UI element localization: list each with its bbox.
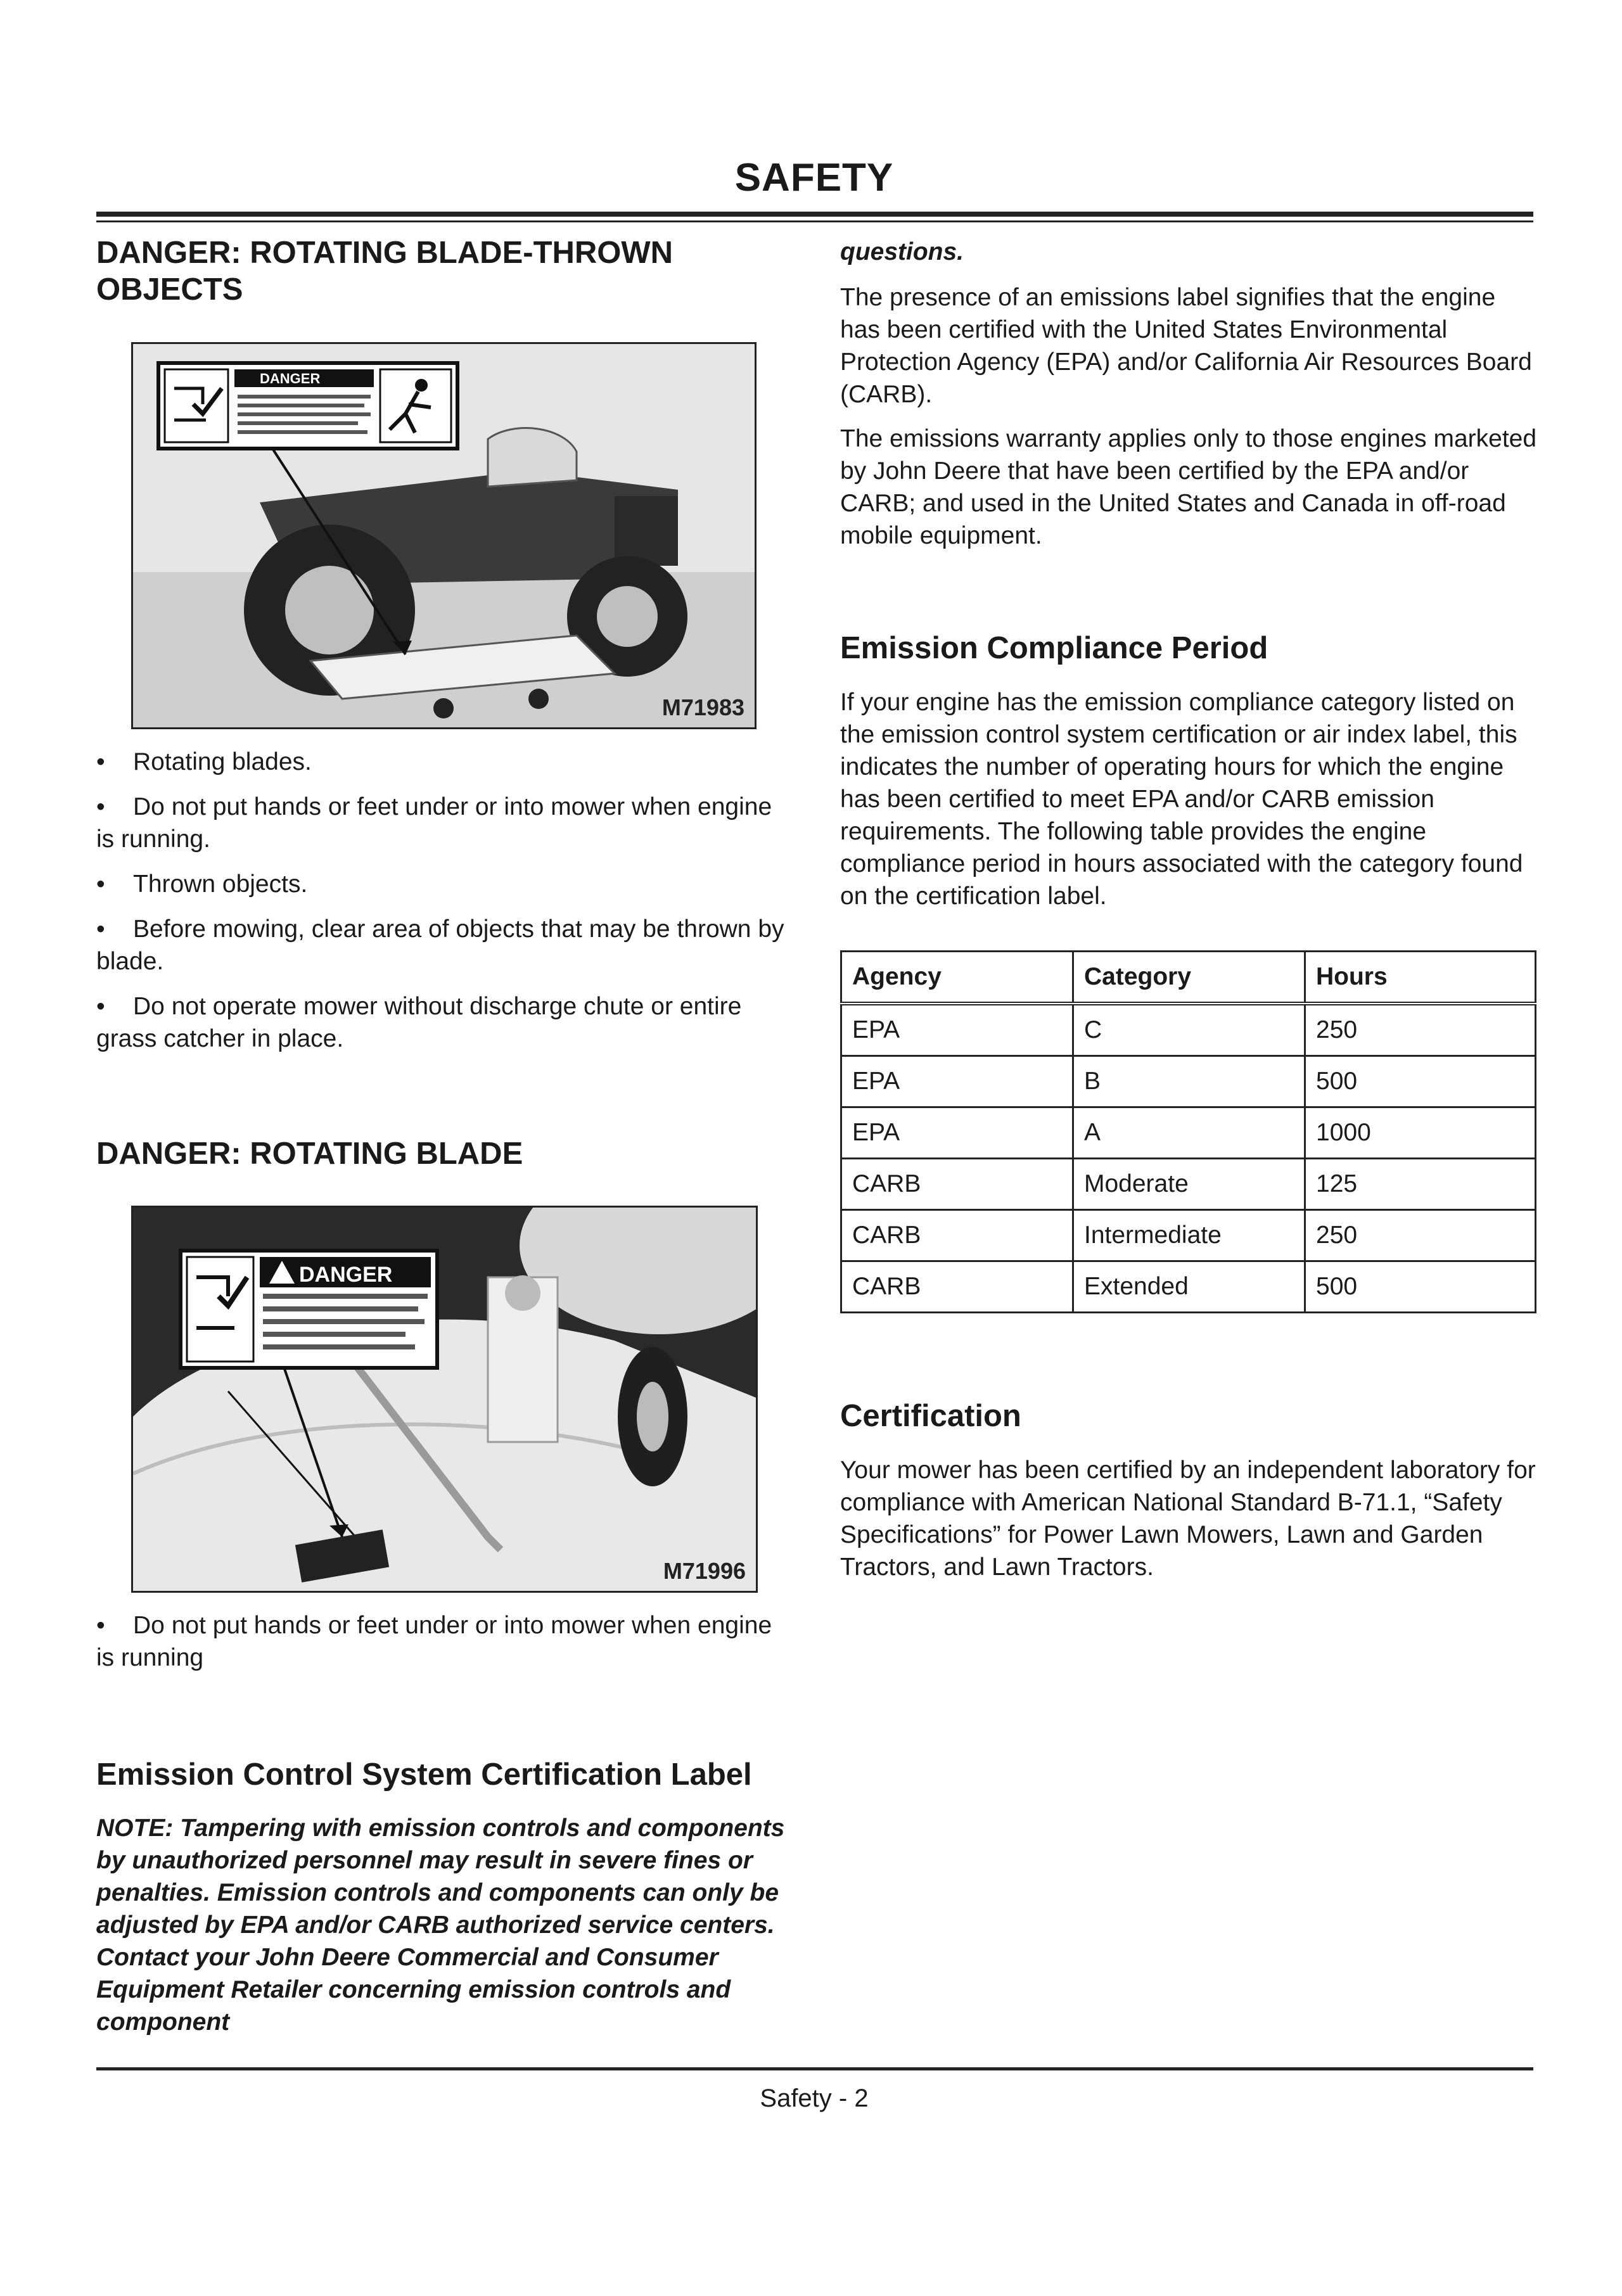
emissions-warranty-paragraph: The emissions warranty applies only to those engines marketed by John Deere that have been certified by the EPA and/or CARB; and used in the United States and Canada in off-road mobile equipment. <box>840 425 1537 549</box>
section-heading-certification: Certification <box>840 1399 1021 1433</box>
compliance-table <box>840 950 1536 1313</box>
cell-hours: 250 <box>1305 1210 1536 1261</box>
table-row <box>841 1056 1536 1107</box>
figure-deck-danger-label <box>131 1206 758 1593</box>
cell-agency: CARB <box>841 1210 1073 1261</box>
cell-category: Extended <box>1073 1261 1305 1313</box>
page-number: Safety - 2 <box>760 2084 869 2112</box>
table-row <box>841 1210 1536 1261</box>
tractor-illustration <box>133 344 755 727</box>
cell-category: Moderate <box>1073 1159 1305 1210</box>
figure-id-m71996: M71996 <box>663 1558 746 1584</box>
emission-tampering-note: NOTE: Tampering with emission controls and components by unauthorized personnel may result in severe fines or penalties. Emission controls and components can only be adjusted by EPA and/or CARB authorized service centers. Contact your John Deere Commercial and Consumer Equipment Retailer concerning emission controls and component <box>96 1814 785 2036</box>
table-header-row <box>841 952 1536 1004</box>
svg-text:DANGER: DANGER <box>260 371 321 386</box>
rotating-blade-bullet-list <box>96 1609 793 1674</box>
table-row <box>841 1261 1536 1313</box>
table-row <box>841 1107 1536 1159</box>
page-title: SAFETY <box>734 156 894 200</box>
section-heading-compliance-period: Emission Compliance Period <box>840 631 1268 665</box>
section-heading-thrown-objects: DANGER: ROTATING BLADE-THROWN OBJECTS <box>96 236 674 307</box>
footer-rule <box>96 2067 1533 2070</box>
list-item: • Do not operate mower without discharge chute or entire grass catcher in place. <box>96 993 742 1052</box>
thrown-objects-bullet-list <box>96 746 793 1055</box>
list-item: • Do not put hands or feet under or into mower when engine is running. <box>96 793 772 853</box>
cell-category: B <box>1073 1056 1305 1107</box>
list-item: • Before mowing, clear area of objects that may be thrown by blade. <box>96 915 784 975</box>
cell-agency: CARB <box>841 1159 1073 1210</box>
cell-hours: 1000 <box>1305 1107 1536 1159</box>
header-rule-thick <box>96 212 1533 217</box>
cell-hours: 125 <box>1305 1159 1536 1210</box>
cell-hours: 500 <box>1305 1261 1536 1313</box>
list-item: • Do not put hands or feet under or into mower when engine is running <box>96 1612 772 1671</box>
list-item: • Rotating blades. <box>96 748 312 775</box>
cell-category: A <box>1073 1107 1305 1159</box>
column-header-category: Category <box>1073 952 1305 1004</box>
cell-agency: CARB <box>841 1261 1073 1313</box>
column-header-agency: Agency <box>841 952 1073 1004</box>
cell-agency: EPA <box>841 1004 1073 1056</box>
section-heading-emission-label: Emission Control System Certification Label <box>96 1757 752 1792</box>
compliance-period-paragraph: If your engine has the emission compliance category listed on the emission control system certification or air index label, this indicates the number of operating hours for which the engine has been certified to meet EPA and/or CARB emission requirements. The following table provides the engine compliance period in hours associated with the category found on the certification label. <box>840 689 1523 910</box>
list-item: • Thrown objects. <box>96 871 308 898</box>
cell-agency: EPA <box>841 1056 1073 1107</box>
column-header-hours: Hours <box>1305 952 1536 1004</box>
section-heading-rotating-blade: DANGER: ROTATING BLADE <box>96 1137 523 1171</box>
table-row <box>841 1004 1536 1056</box>
cell-agency: EPA <box>841 1107 1073 1159</box>
header-rule-thin <box>96 220 1533 222</box>
cell-category: Intermediate <box>1073 1210 1305 1261</box>
certification-paragraph: Your mower has been certified by an independent laboratory for compliance with American National Standard B-71.1, “Safety Specifications” for Power Lawn Mowers, Lawn and Garden Tractors, and Lawn Tractors. <box>840 1457 1536 1581</box>
mower-deck-illustration <box>133 1208 756 1591</box>
cell-hours: 500 <box>1305 1056 1536 1107</box>
cell-category: C <box>1073 1004 1305 1056</box>
figure-tractor-danger-label <box>131 342 757 729</box>
svg-text:DANGER: DANGER <box>299 1263 393 1287</box>
emissions-label-paragraph: The presence of an emissions label signifies that the engine has been certified with the United States Environmental Protection Agency (EPA) and/or California Air Resources Board (CARB). <box>840 284 1532 408</box>
note-continued: questions. <box>840 238 964 265</box>
figure-id-m71983: M71983 <box>661 694 744 720</box>
table-row <box>841 1159 1536 1210</box>
cell-hours: 250 <box>1305 1004 1536 1056</box>
